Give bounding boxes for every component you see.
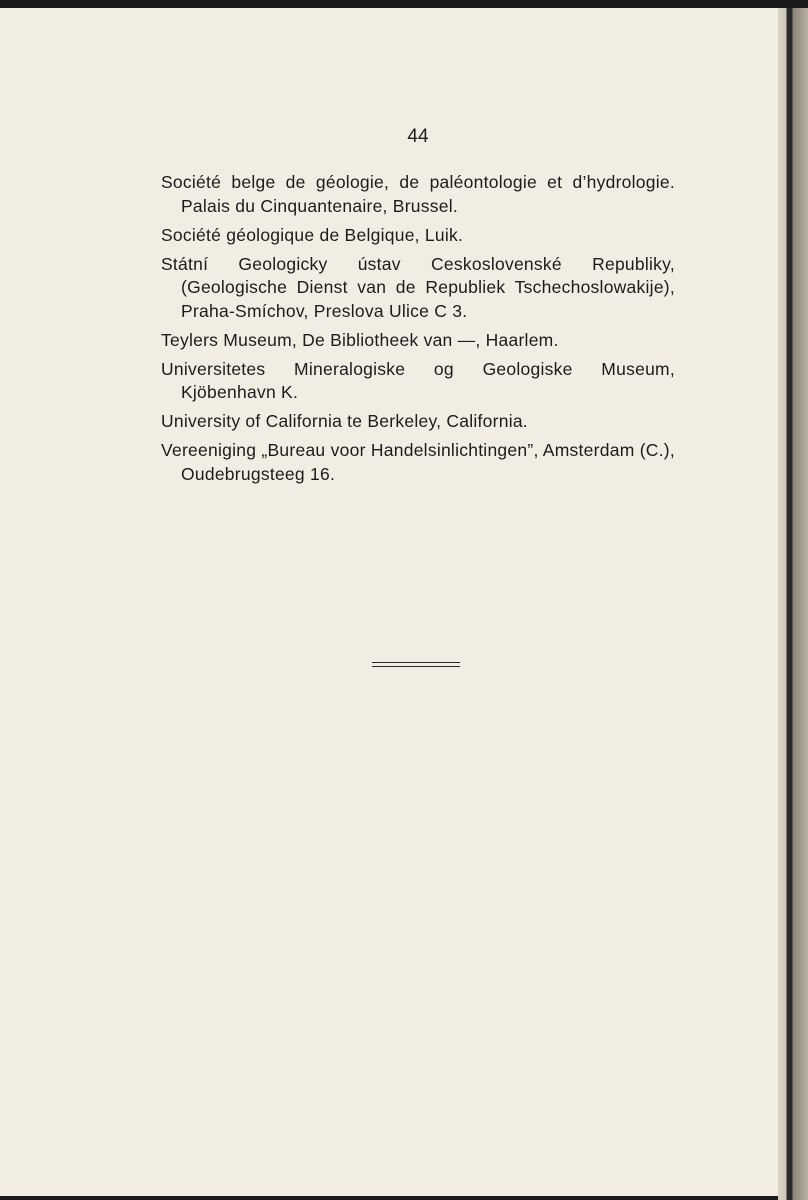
list-item: Státní Geologicky ústav Ceskoslovenské Republiky, (Geologische Dienst van de Republiek Tschechoslowakije), Praha-Smíchov, Preslova Ulice C 3.: [161, 253, 675, 321]
list-item: Teylers Museum, De Bibliotheek van —, Haarlem.: [161, 329, 559, 350]
list-item: Société belge de géologie, de paléontologie et d’hydrologie. Palais du Cinquantenaire, Brussel.: [161, 172, 675, 216]
list-item: Universitetes Mineralogiske og Geologiske Museum, Kjöbenhavn K.: [161, 358, 675, 402]
double-rule-divider: [372, 662, 460, 668]
list-item: Société géologique de Belgique, Luik.: [161, 224, 464, 245]
book-binding-edge: [778, 8, 808, 1200]
page-number: 44: [407, 126, 429, 147]
list-item: Vereeniging „Bureau voor Handelsinlichtingen”, Amsterdam (C.), Oudebrugsteeg 16.: [161, 440, 675, 484]
list-item: University of California te Berkeley, California.: [161, 411, 528, 431]
address-list: [161, 171, 675, 492]
